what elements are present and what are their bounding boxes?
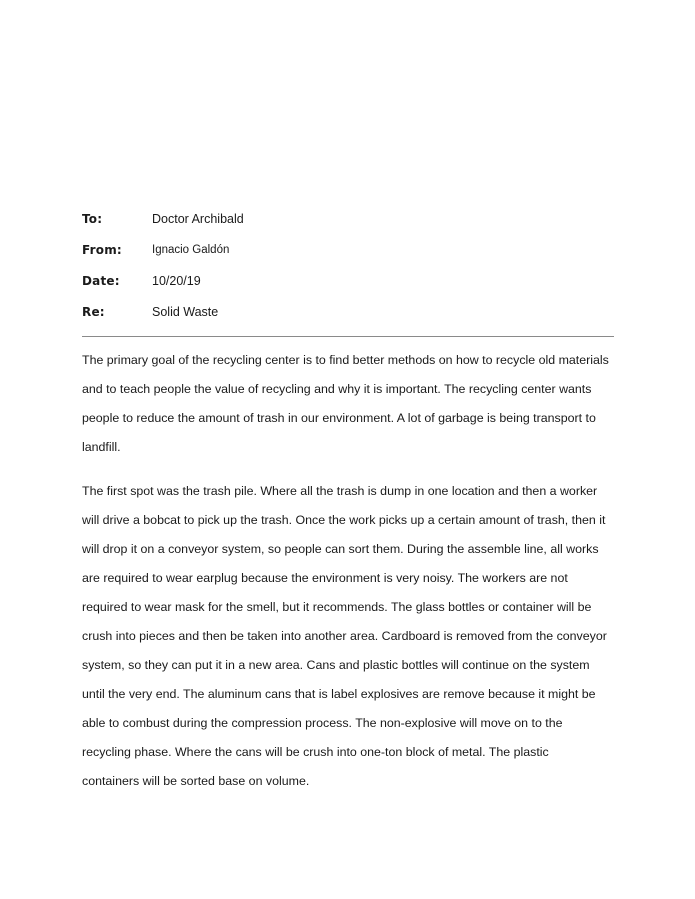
memo-re-row: [82, 303, 614, 334]
memo-re-value: Solid Waste: [152, 305, 219, 319]
memo-to-label: To:: [82, 212, 103, 226]
paragraph-line: containers will be sorted base on volume.: [82, 774, 310, 788]
paragraph-2: [82, 477, 614, 796]
paragraph-line: The primary goal of the recycling center is to find better methods on how to recycle old materials: [82, 353, 609, 367]
paragraph-line: recycling phase. Where the cans will be crush into one-ton block of metal. The plastic: [82, 745, 549, 759]
paragraph-line: and to teach people the value of recycling and why it is important. The recycling center wants: [82, 382, 592, 396]
memo-date-value: 10/20/19: [152, 274, 201, 288]
memo-to-value: Doctor Archibald: [152, 212, 244, 226]
memo-to-row: [82, 210, 614, 241]
paragraph-1: [82, 346, 614, 462]
paragraph-line: until the very end. The aluminum cans that is label explosives are remove because it might be: [82, 687, 596, 701]
memo-from-row: [82, 241, 614, 272]
memo-date-row: [82, 272, 614, 303]
paragraph-line: able to combust during the compression process. The non-explosive will move on to the: [82, 716, 563, 730]
paragraph-line: will drive a bobcat to pick up the trash. Once the work picks up a certain amount of trash, then it: [82, 513, 606, 527]
paragraph-line: crush into pieces and then be taken into another area. Cardboard is removed from the conveyor: [82, 629, 607, 643]
paragraph-line: landfill.: [82, 440, 121, 454]
memo-from-value: Ignacio Galdón: [152, 244, 230, 256]
paragraph-line: system, so they can put it in a new area. Cans and plastic bottles will continue on the system: [82, 658, 590, 672]
memo-divider: [82, 336, 614, 337]
paragraph-line: people to reduce the amount of trash in our environment. A lot of garbage is being transport to: [82, 411, 596, 425]
memo-header: [82, 210, 614, 334]
memo-re-label: Re:: [82, 305, 105, 319]
paragraph-line: are required to wear earplug because the environment is very noisy. The workers are not: [82, 571, 568, 585]
paragraph-line: The first spot was the trash pile. Where all the trash is dump in one location and then a worker: [82, 484, 598, 498]
memo-date-label: Date:: [82, 274, 120, 288]
paragraph-line: required to wear mask for the smell, but it recommends. The glass bottles or container will be: [82, 600, 592, 614]
paragraph-line: will drop it on a conveyor system, so people can sort them. During the assemble line, all works: [82, 542, 599, 556]
memo-from-label: From:: [82, 243, 122, 257]
